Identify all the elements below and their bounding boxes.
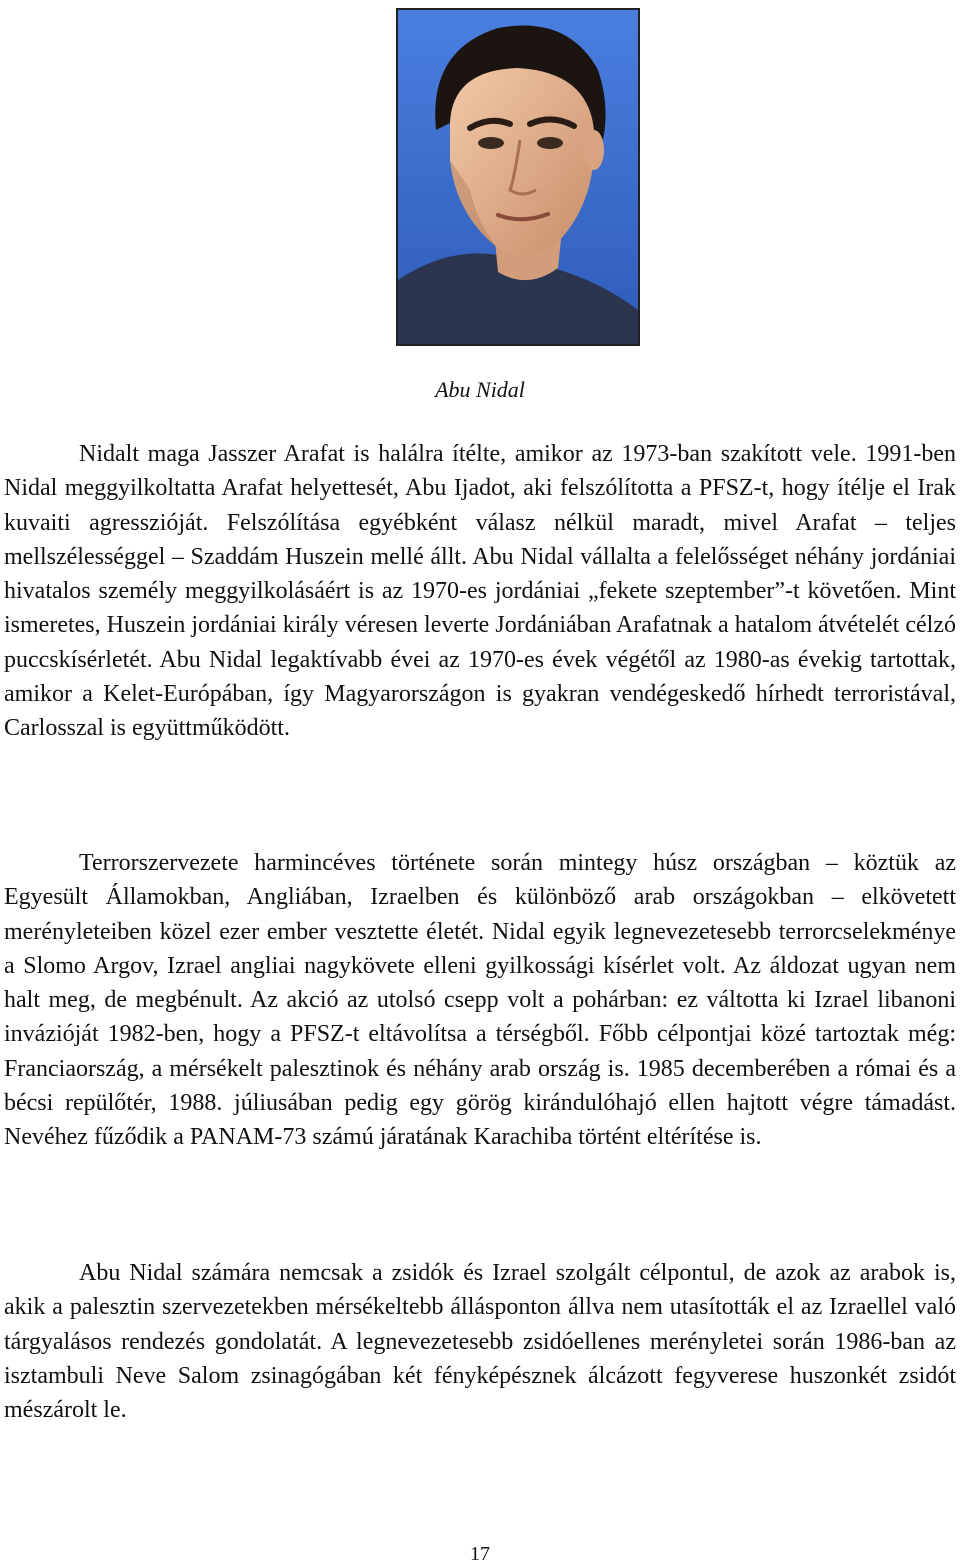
portrait-illustration bbox=[398, 10, 638, 344]
paragraph-1: Nidalt maga Jasszer Arafat is halálra ítélte, amikor az 1973-ban szakított vele. 1991-ben Nidal meggyilkoltatta Arafat helyettesét, Abu Ijadot, aki felszólította a PFSZ-t, hogy ítélje el Irak kuvaiti agresszióját. Felszólítása egyébként válasz nélkül maradt, mivel Arafat – teljes mellszélességgel – Szaddám Huszein mellé állt. Abu Nidal vállalta a felelősséget néhány jordániai hivatalos személy meggyilkolásáért is az 1970-es jordániai „fekete szeptember”-t követően. Mint ismeretes, Huszein jordániai király véresen leverte Jordániában Arafatnak a hatalom átvételét célzó puccskísérletét. Abu Nidal legaktívabb évei az 1970-es évek végétől az 1980-as évekig tartottak, amikor a Kelet-Európában, így Magyarországon is gyakran vendégeskedő hírhedt terroristával, Carlosszal is együttműködött. bbox=[4, 441, 956, 742]
page-number: 17 bbox=[470, 1543, 490, 1565]
paragraph-2: Terrorszervezete harmincéves története során mintegy húsz országban – köztük az Egyesült Államokban, Angliában, Izraelben és különböző arab országokban – elkövetett merényleteiben közel ezer ember vesztette életét. Nidal egyik legnevezetesebb terrorcselekménye a Slomo Argov, Izrael angliai nagykövete elleni gyilkossági kísérlet volt. Az áldozat ugyan nem halt meg, de megbénult. Az akció az utolsó csepp volt a pohárban: ez váltotta ki Izrael libanoni invázióját 1982-ben, hogy a PFSZ-t eltávolítsa a térségből. Főbb célpontjai közé tartoztak még: Franciaország, a mérsékelt palesztinok és néhány arab ország is. 1985 decemberében a római és a bécsi repülőtér, 1988. júliusában pedig egy görög kirándulóhajó ellen hajtott végre támadást. Nevéhez fűződik a PANAM-73 számú járatának Karachiba történt eltérítése is. bbox=[4, 850, 956, 1151]
paragraph-3: Abu Nidal számára nemcsak a zsidók és Izrael szolgált célpontul, de azok az arabok is, akik a palesztin szervezetekben mérsékeltebb állásponton állva nem utasították el az Izraellel való tárgyalásos rendezés gondolatát. A legnevezetesebb zsidóellenes merényletei során 1986-ban az isztambuli Neve Salom zsinagógában két fényképésznek álcázott fegyverese huszonkét zsidót mészárolt le. bbox=[4, 1260, 956, 1424]
photo-caption: Abu Nidal bbox=[435, 377, 525, 402]
portrait-photo bbox=[396, 8, 640, 346]
